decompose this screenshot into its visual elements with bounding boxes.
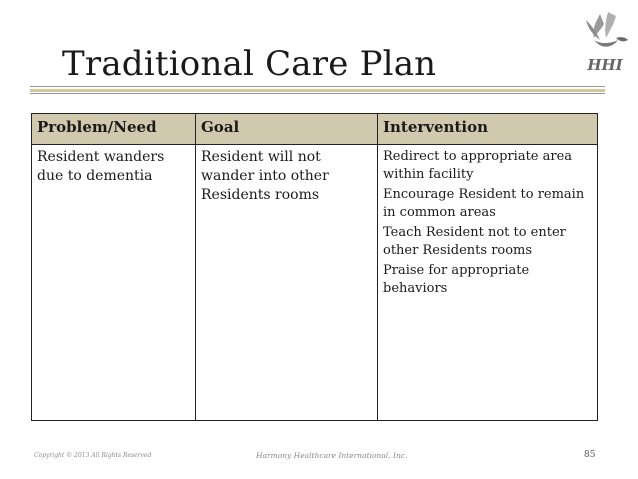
footer-company: Harmony Healthcare International, Inc.	[256, 451, 408, 460]
page-number: 85	[584, 450, 596, 460]
intervention-item: Encourage Resident to remain in common areas	[383, 187, 585, 220]
hhi-logo	[578, 10, 632, 80]
intervention-item: Redirect to appropriate area within facility	[383, 149, 573, 182]
intervention-item: Praise for appropriate behaviors	[383, 263, 530, 296]
slide-title: Traditional Care Plan	[62, 44, 437, 84]
intervention-cell	[378, 145, 598, 421]
goal-cell: Resident will not wander into other Residents rooms	[196, 145, 378, 421]
header-problem-need: Problem/Need	[32, 114, 196, 145]
table-header-row	[32, 114, 598, 145]
table-row	[32, 145, 598, 421]
header-goal: Goal	[196, 114, 378, 145]
svg-text:HHI: HHI	[587, 56, 623, 74]
dove-logo-icon	[578, 10, 632, 80]
title-divider-accent	[30, 89, 605, 92]
footer-copyright: Copyright © 2013 All Rights Reserved	[34, 452, 152, 459]
header-intervention: Intervention	[378, 114, 598, 145]
problem-cell: Resident wanders due to dementia	[32, 145, 196, 421]
title-divider-bottom	[30, 93, 605, 94]
care-plan-table	[31, 113, 598, 421]
title-divider-top	[30, 86, 605, 87]
intervention-item: Teach Resident not to enter other Residents rooms	[383, 225, 566, 258]
